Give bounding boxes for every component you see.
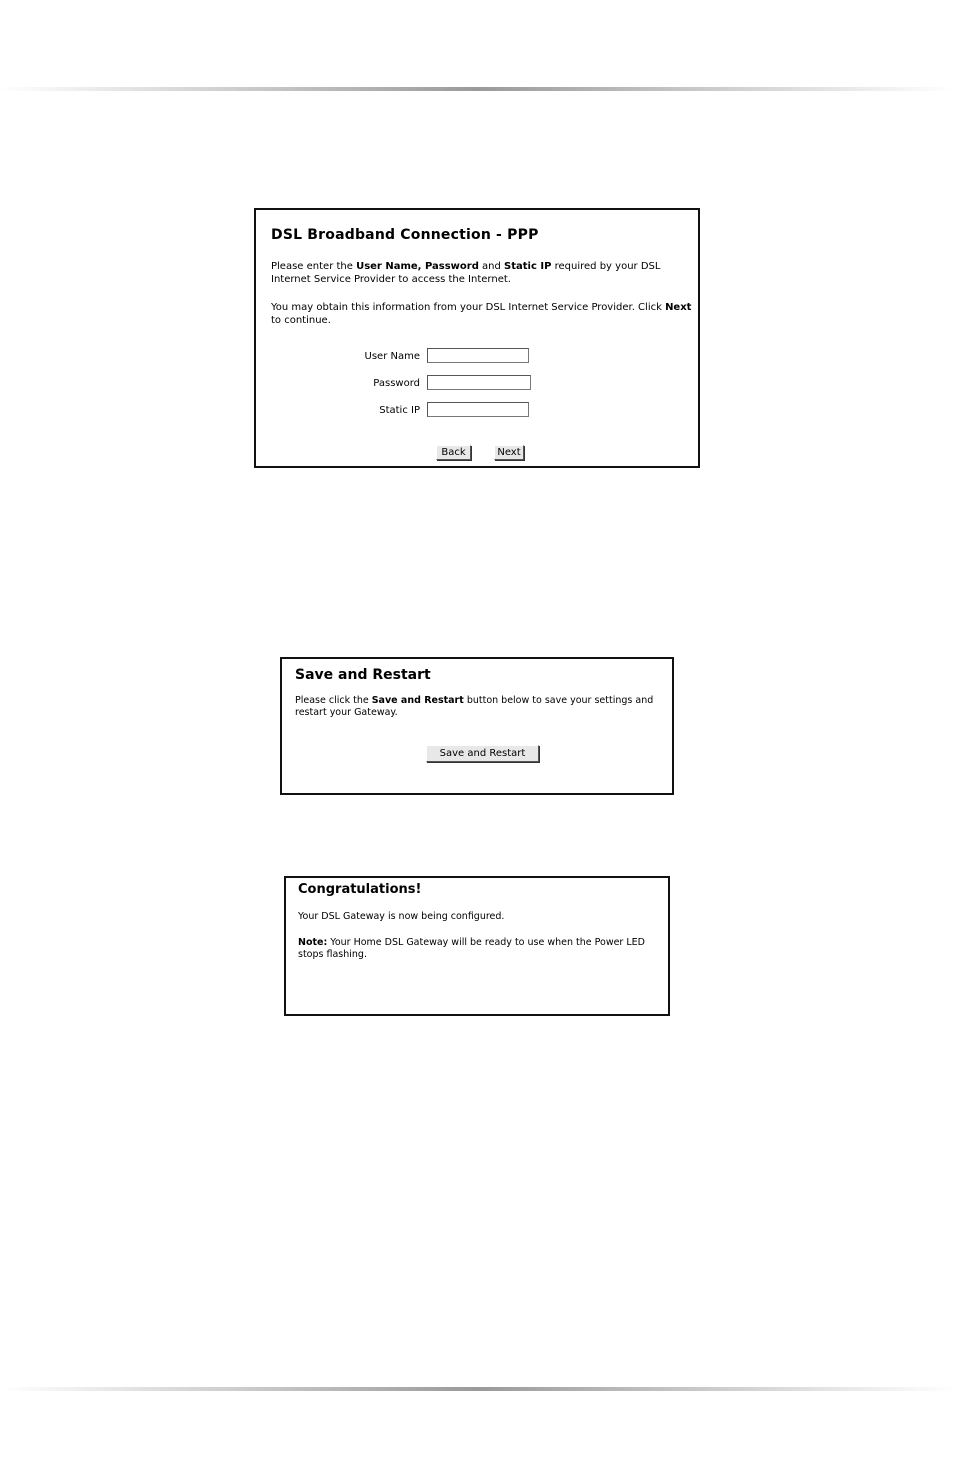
top-divider [0, 87, 954, 91]
panel-title: DSL Broadband Connection - PPP [271, 227, 539, 243]
user-name-input[interactable] [427, 348, 529, 363]
instructions-text: Please enter the User Name, Password and Static IP required by your DSL Internet Service Provider to access the Internet. [271, 261, 661, 285]
panel-title: Congratulations! [298, 882, 422, 897]
static-ip-input[interactable] [427, 402, 529, 417]
ppp-connection-panel [254, 208, 700, 468]
user-name-label: User Name [364, 351, 420, 362]
info-text: You may obtain this information from your DSL Internet Service Provider. Click Next to continue. [271, 302, 692, 326]
save-restart-panel [280, 657, 674, 795]
password-label: Password [373, 378, 420, 389]
static-ip-label: Static IP [379, 405, 420, 416]
back-button[interactable]: Back [436, 445, 471, 460]
congratulations-panel [284, 876, 670, 1016]
status-text: Your DSL Gateway is now being configured. [298, 911, 505, 922]
note-text: Note: Your Home DSL Gateway will be ready to use when the Power LED stops flashing. [298, 937, 645, 960]
bottom-divider [0, 1387, 954, 1391]
instructions-text: Please click the Save and Restart button below to save your settings and restart your Gateway. [295, 695, 654, 718]
save-and-restart-button[interactable]: Save and Restart [426, 745, 539, 762]
next-button[interactable]: Next [494, 445, 524, 460]
panel-title: Save and Restart [295, 667, 431, 683]
password-input[interactable] [427, 375, 531, 390]
